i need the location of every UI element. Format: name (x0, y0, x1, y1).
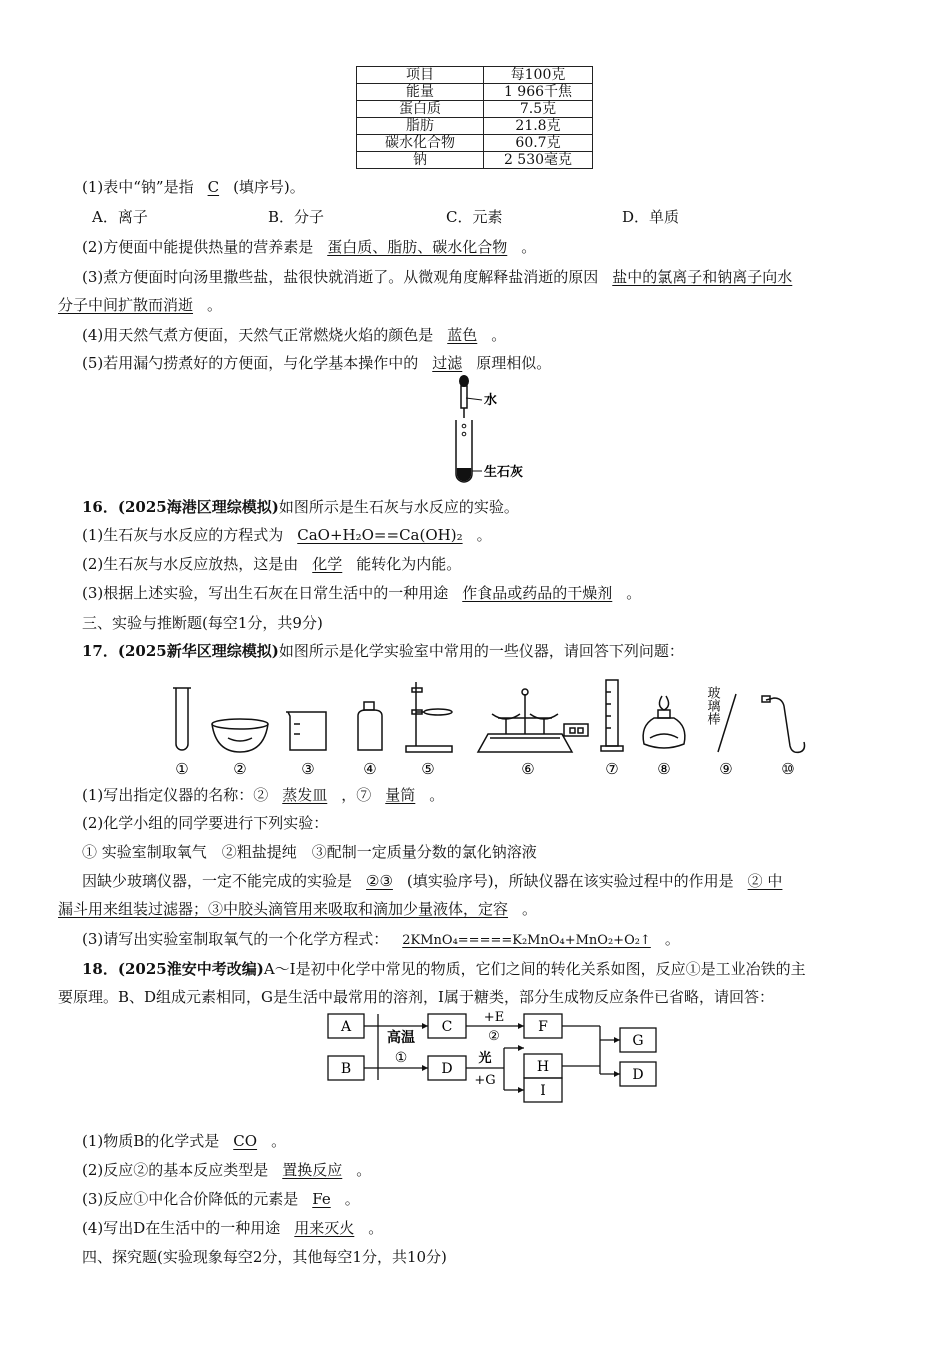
reaction-flow-diagram (324, 1008, 664, 1106)
text: 。 (476, 526, 492, 544)
q15-part4 (82, 324, 506, 346)
question-number: 17． (82, 642, 118, 660)
table-row (357, 118, 593, 135)
q18-part4 (82, 1217, 383, 1239)
table-cell: 项目 (357, 67, 484, 84)
text: (5)若用漏勺捞煮好的方便面，与化学基本操作中的 (82, 354, 419, 372)
quicklime-water-figure (440, 374, 540, 486)
answer: ② 中 (747, 872, 783, 890)
text: (1)物质B的化学式是 (82, 1132, 220, 1150)
answer: 作食品或药品的干燥剂 (462, 584, 613, 602)
answer: 量筒 (385, 786, 416, 804)
table-cell: 钠 (357, 152, 484, 169)
node-label: I (540, 1083, 546, 1099)
instrument-number: ⑤ (421, 760, 435, 778)
q17-stem (82, 640, 684, 662)
text: 原理相似。 (476, 354, 552, 372)
instrument-number: ⑨ (719, 760, 733, 778)
q17-part2b (82, 870, 782, 892)
condition-label: +E (483, 1010, 505, 1025)
text: 。 (271, 1132, 287, 1150)
table-cell: 脂肪 (357, 118, 484, 135)
text: 因缺少玻璃仪器，一定不能完成的实验是 (82, 872, 353, 890)
text: (3)请写出实验室制取氧气的一个化学方程式： (82, 930, 389, 948)
reagent-bottle-icon (358, 702, 382, 750)
condition-label: +G (474, 1073, 496, 1088)
text: 。 (626, 584, 642, 602)
question-source: (2025海港区理综模拟) (117, 498, 279, 516)
table-cell: 能量 (357, 84, 484, 101)
answer: 分子中间扩散而消逝 (58, 296, 194, 314)
q18-part1 (82, 1130, 286, 1152)
text: 。 (491, 326, 507, 344)
instrument-number: ⑩ (781, 760, 795, 778)
balance-icon (478, 689, 588, 752)
text: (4)写出D在生活中的一种用途 (82, 1219, 281, 1237)
text: 。 (207, 296, 223, 314)
text: 。 (368, 1219, 384, 1237)
q16-part3 (82, 582, 641, 604)
text: (1)生石灰与水反应的方程式为 (82, 526, 284, 544)
glass-rod-label: 玻璃棒 (704, 686, 720, 725)
table-cell: 1 966千焦 (484, 84, 593, 101)
text: ，⑦ (341, 786, 372, 804)
text: (2)方便面中能提供热量的营养素是 (82, 238, 314, 256)
text: 。 (429, 786, 445, 804)
answer: Fe (312, 1190, 331, 1208)
q15-part5 (82, 352, 551, 374)
q15-part3 (82, 266, 792, 288)
instrument-number: ② (233, 760, 247, 778)
text: 如图所示是化学实验室中常用的一些仪器，请回答下列问题： (278, 642, 684, 660)
option-a: A．离子 (92, 208, 148, 226)
answer: 过滤 (432, 354, 463, 372)
text: 能转化为内能。 (356, 555, 462, 573)
node-label: A (340, 1019, 352, 1035)
q18-part2 (82, 1159, 371, 1181)
q18-part3 (82, 1188, 360, 1210)
rubber-tube-icon (766, 698, 805, 752)
condition-label: 光 (478, 1051, 492, 1066)
answer: CO (233, 1132, 258, 1150)
evaporating-dish-icon (212, 719, 268, 752)
condition-label: ① (394, 1050, 408, 1066)
table-cell: 蛋白质 (357, 101, 484, 118)
node-label: D (632, 1067, 644, 1083)
table-cell: 21.8克 (484, 118, 593, 135)
text: (4)用天然气煮方便面，天然气正常燃烧火焰的颜色是 (82, 326, 434, 344)
lab-instruments-figure (160, 676, 830, 780)
text: (3)反应①中化合价降低的元素是 (82, 1190, 299, 1208)
table-cell: 每100克 (484, 67, 593, 84)
section-4-heading: 四、探究题(实验现象每空2分，其他每空1分，共10分) (82, 1248, 447, 1266)
q16-part2 (82, 553, 461, 575)
node-label: C (441, 1019, 453, 1035)
text: 。 (664, 930, 680, 948)
table-cell: 2 530毫克 (484, 152, 593, 169)
node-label: D (441, 1061, 453, 1077)
option-d: D．单质 (622, 208, 680, 226)
table-row (357, 84, 593, 101)
question-number: 16． (82, 498, 118, 516)
q16-stem (82, 496, 519, 518)
text: (1)表中“钠”是指 (82, 178, 194, 196)
q15-part3-cont (58, 294, 222, 316)
text: (填序号)。 (233, 178, 305, 196)
answer: 2KMnO₄=====K₂MnO₄+MnO₂+O₂↑ (402, 933, 651, 948)
table-row (357, 152, 593, 169)
node-label: F (538, 1019, 548, 1035)
section-3-heading: 三、实验与推断题(每空1分，共9分) (82, 614, 323, 632)
instrument-number: ① (175, 760, 189, 778)
q15-part1 (82, 176, 305, 198)
node-label: G (632, 1033, 644, 1049)
answer: 盐中的氯离子和钠离子向水 (612, 268, 793, 286)
text: (2)反应②的基本反应类型是 (82, 1161, 269, 1179)
node-label: B (340, 1061, 352, 1077)
nutrition-table (356, 66, 593, 169)
answer: ②③ (366, 872, 393, 890)
answer: 化学 (312, 555, 343, 573)
alcohol-lamp-icon (643, 696, 685, 748)
node-label: H (536, 1059, 550, 1075)
option-b: B．分子 (268, 208, 325, 226)
answer: 置换反应 (282, 1161, 343, 1179)
question-source: (2025淮安中考改编) (117, 960, 264, 978)
text: (3)根据上述实验，写出生石灰在日常生活中的一种用途 (82, 584, 449, 602)
q16-part1 (82, 524, 492, 546)
answer: 用来灭火 (294, 1219, 355, 1237)
option-c: C．元素 (446, 208, 503, 226)
water-label: 水 (484, 393, 498, 408)
q17-part2: (2)化学小组的同学要进行下列实验： (82, 814, 329, 832)
table-row (357, 135, 593, 152)
instrument-number: ④ (363, 760, 377, 778)
q17-part1 (82, 784, 444, 806)
answer: 蛋白质、脂肪、碳水化合物 (327, 238, 508, 256)
instrument-number: ③ (301, 760, 315, 778)
question-number: 18． (82, 960, 118, 978)
q18-stem-cont: 要原理。B、D组成元素相同，G是生活中最常用的溶剂，I属于糖类，部分生成物反应条件已省略，请回答： (58, 988, 774, 1006)
answer: 蒸发皿 (282, 786, 328, 804)
answer: C (207, 178, 220, 196)
question-source: (2025新华区理综模拟) (117, 642, 279, 660)
q17-part2b-cont (58, 898, 537, 920)
text: 。 (521, 238, 537, 256)
table-cell: 碳水化合物 (357, 135, 484, 152)
q17-part3 (82, 928, 680, 952)
text: 。 (522, 900, 538, 918)
text: 。 (344, 1190, 360, 1208)
answer: 漏斗用来组装过滤器；③中胶头滴管用来吸取和滴加少量液体，定容 (58, 900, 509, 918)
iron-stand-icon (406, 682, 452, 752)
beaker-icon (286, 712, 326, 750)
text: (3)煮方便面时向汤里撒些盐，盐很快就消逝了。从微观角度解释盐消逝的原因 (82, 268, 599, 286)
test-tube-icon (173, 688, 191, 750)
q15-part2 (82, 236, 536, 258)
answer: 蓝色 (447, 326, 478, 344)
q17-experiments: ① 实验室制取氧气 ②粗盐提纯 ③配制一定质量分数的氯化钠溶液 (82, 843, 537, 861)
answer: CaO+H₂O==Ca(OH)₂ (297, 526, 463, 544)
text: (2)生石灰与水反应放热，这是由 (82, 555, 299, 573)
text: A～I是初中化学中常见的物质，它们之间的转化关系如图，反应①是工业冶铁的主 (263, 960, 806, 978)
instrument-number: ⑧ (657, 760, 671, 778)
condition-label: 高温 (387, 1030, 415, 1046)
text: 如图所示是生石灰与水反应的实验。 (278, 498, 519, 516)
table-row (357, 101, 593, 118)
text: (填实验序号)，所缺仪器在该实验过程中的作用是 (406, 872, 734, 890)
condition-label: ② (488, 1029, 500, 1044)
table-cell: 60.7克 (484, 135, 593, 152)
quicklime-label: 生石灰 (484, 465, 524, 480)
glass-rod-icon (718, 694, 736, 752)
instrument-number: ⑥ (521, 760, 535, 778)
table-cell: 7.5克 (484, 101, 593, 118)
graduated-cylinder-icon (601, 680, 623, 751)
text: (1)写出指定仪器的名称：② (82, 786, 269, 804)
instrument-number: ⑦ (605, 760, 619, 778)
q18-stem (82, 958, 806, 980)
text: 。 (356, 1161, 372, 1179)
table-row (357, 67, 593, 84)
